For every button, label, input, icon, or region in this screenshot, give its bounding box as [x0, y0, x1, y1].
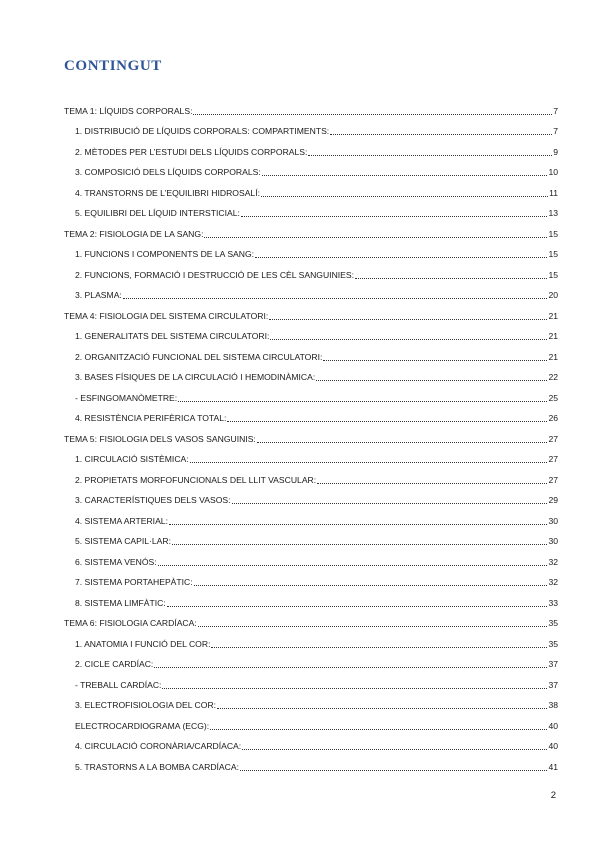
- toc-section-entry[interactable]: [64, 711, 558, 732]
- dot-leader: [194, 585, 548, 586]
- toc-entry-label: 2. MÈTODES PER L’ESTUDI DELS LÍQUIDS CORPORALS:: [75, 146, 308, 157]
- toc-section-entry[interactable]: [64, 486, 558, 507]
- dot-leader: [242, 749, 547, 750]
- toc-entry-label: 2. PROPIETATS MORFOFUNCIONALS DEL LLIT VASCULAR:: [75, 474, 317, 485]
- toc-section-entry[interactable]: [64, 404, 558, 425]
- toc-entry-label: 5. EQUILIBRI DEL LÍQUID INTERSTICIAL:: [75, 208, 240, 218]
- toc-entry-page: 7: [553, 105, 558, 116]
- toc-entry-page: 27: [548, 474, 558, 485]
- toc-entry-page: 25: [548, 392, 558, 403]
- toc-entry-page: 35: [548, 638, 558, 649]
- toc-entry-label: 4. RESISTÈNCIA PERIFÈRICA TOTAL:: [75, 413, 227, 423]
- toc-entry-label: 5. TRASTORNS A LA BOMBA CARDÍACA:: [75, 761, 239, 772]
- toc-section-entry[interactable]: [64, 342, 558, 363]
- toc-entry-page: 37: [548, 659, 558, 669]
- toc-section-entry[interactable]: [64, 732, 558, 753]
- dot-leader: [308, 155, 552, 156]
- toc-section-entry[interactable]: [64, 691, 558, 712]
- dot-leader: [240, 770, 547, 771]
- toc-entry-page: 33: [548, 597, 558, 608]
- toc-entry-page: 26: [548, 413, 558, 423]
- dot-leader: [123, 298, 548, 299]
- toc-title: CONTINGUT: [64, 58, 162, 74]
- toc-entry-label: 2. CICLE CARDÍAC:: [75, 659, 154, 669]
- toc-entry-page: 21: [548, 310, 558, 321]
- toc-entry-page: 38: [548, 700, 558, 710]
- dot-leader: [158, 565, 548, 566]
- toc-entry-label: TEMA 1: LÍQUIDS CORPORALS:: [64, 105, 193, 116]
- dot-leader: [217, 708, 547, 709]
- dot-leader: [210, 729, 547, 730]
- toc-entry-page: 15: [548, 269, 558, 280]
- dot-leader: [198, 626, 548, 627]
- dot-leader: [167, 606, 548, 607]
- dot-leader: [162, 688, 547, 689]
- dot-leader: [154, 667, 547, 668]
- toc-entry-page: 27: [548, 433, 558, 444]
- dot-leader: [330, 134, 552, 135]
- dot-leader: [178, 401, 547, 402]
- toc-entry-label: TEMA 4: FISIOLOGIA DEL SISTEMA CIRCULATORI:: [64, 310, 269, 321]
- page-number: 2: [550, 790, 556, 801]
- toc-section-entry[interactable]: [64, 650, 558, 671]
- toc-entry-page: 21: [548, 351, 558, 362]
- toc-section-entry[interactable]: [64, 752, 558, 773]
- toc-section-entry[interactable]: [64, 547, 558, 568]
- toc-entry-page: 22: [548, 372, 558, 382]
- toc-section-entry[interactable]: [64, 260, 558, 281]
- toc-section-entry[interactable]: [64, 629, 558, 650]
- toc-entry-page: 20: [548, 290, 558, 300]
- toc-entry-page: 9: [553, 146, 558, 157]
- toc-entry-page: 30: [548, 536, 558, 546]
- toc-entry-page: 15: [548, 249, 558, 259]
- toc-entry-label: - ESFINGOMANÒMETRE:: [75, 392, 178, 403]
- toc-entry-label: 1. CIRCULACIÓ SISTÈMICA:: [75, 454, 189, 464]
- toc-entry-label: 4. TRANSTORNS DE L’EQUILIBRI HIDROSALÍ:: [75, 187, 260, 198]
- toc-entry-label: TEMA 5: FISIOLOGIA DELS VASOS SANGUINIS:: [64, 433, 256, 444]
- toc-chapter-entry[interactable]: [64, 301, 558, 322]
- toc-section-entry[interactable]: [64, 199, 558, 220]
- dot-leader: [255, 257, 547, 258]
- toc-section-entry[interactable]: [64, 445, 558, 466]
- toc-entry-page: 32: [548, 577, 558, 587]
- toc-entry-label: 1. FUNCIONS I COMPONENTS DE LA SANG:: [75, 249, 255, 259]
- dot-leader: [323, 360, 547, 361]
- toc-section-entry[interactable]: [64, 588, 558, 609]
- toc-entry-page: 7: [553, 126, 558, 136]
- toc-chapter-entry[interactable]: [64, 609, 558, 630]
- dot-leader: [211, 647, 547, 648]
- toc-section-entry[interactable]: [64, 527, 558, 548]
- toc-entry-page: 13: [548, 208, 558, 218]
- toc-section-entry[interactable]: [64, 117, 558, 138]
- toc-section-entry[interactable]: [64, 383, 558, 404]
- toc-chapter-entry[interactable]: [64, 96, 558, 117]
- toc-entry-label: TEMA 6: FISIOLOGIA CARDÍACA:: [64, 618, 197, 628]
- toc-section-entry[interactable]: [64, 240, 558, 261]
- toc-entry-label: 3. ELECTROFISIOLOGIA DEL COR:: [75, 700, 217, 710]
- toc-section-entry[interactable]: [64, 670, 558, 691]
- toc-section-entry[interactable]: [64, 322, 558, 343]
- toc-entry-label: 2. FUNCIONS, FORMACIÓ I DESTRUCCIÓ DE LES CÈL SANGUINIES:: [75, 269, 355, 280]
- toc-entry-label: 4. CIRCULACIÓ CORONÀRIA/CARDÍACA:: [75, 741, 242, 751]
- toc-entry-page: 40: [548, 720, 558, 731]
- toc-entry-label: 6. SISTEMA VENÓS:: [75, 556, 157, 567]
- toc-entry-label: TEMA 2: FISIOLOGIA DE LA SANG:: [64, 228, 204, 239]
- dot-leader: [262, 175, 548, 176]
- toc-section-entry[interactable]: [64, 465, 558, 486]
- dot-leader: [232, 503, 548, 504]
- dot-leader: [172, 544, 547, 545]
- toc-entry-page: 35: [548, 618, 558, 628]
- toc-entry-page: 27: [548, 454, 558, 464]
- dot-leader: [257, 442, 548, 443]
- toc-entry-label: 3. CARACTERÍSTIQUES DELS VASOS:: [75, 495, 231, 505]
- toc-entry-page: 29: [548, 495, 558, 505]
- toc-entry-label: 1. GENERALITATS DEL SISTEMA CIRCULATORI:: [75, 331, 270, 341]
- toc-entry-label: 2. ORGANITZACIÓ FUNCIONAL DEL SISTEMA CIRCULATORI:: [75, 351, 323, 362]
- toc-entry-label: ELECTROCARDIOGRAMA (ECG):: [75, 720, 210, 731]
- dot-leader: [261, 196, 548, 197]
- toc-entry-label: - TREBALL CARDÍAC:: [75, 679, 162, 690]
- toc-entry-page: 40: [548, 741, 558, 751]
- toc-section-entry[interactable]: [64, 363, 558, 384]
- toc-entry-page: 11: [549, 187, 558, 198]
- toc-entry-label: 3. PLASMA:: [75, 290, 122, 300]
- toc-chapter-entry[interactable]: [64, 219, 558, 240]
- toc-entry-label: 4. SISTEMA ARTERIAL:: [75, 515, 168, 526]
- dot-leader: [355, 278, 547, 279]
- toc-entry-page: 37: [548, 679, 558, 690]
- toc-section-entry[interactable]: [64, 178, 558, 199]
- dot-leader: [204, 237, 547, 238]
- dot-leader: [317, 483, 547, 484]
- toc-chapter-entry[interactable]: [64, 424, 558, 445]
- dot-leader: [270, 339, 547, 340]
- dot-leader: [316, 380, 547, 381]
- toc-entry-page: 10: [548, 167, 558, 177]
- toc-entry-page: 30: [548, 515, 558, 526]
- toc-section-entry[interactable]: [64, 158, 558, 179]
- dot-leader: [269, 319, 547, 320]
- toc-entry-page: 41: [548, 761, 558, 772]
- dot-leader: [169, 524, 547, 525]
- toc-section-entry[interactable]: [64, 137, 558, 158]
- toc-section-entry[interactable]: [64, 568, 558, 589]
- toc-entry-label: 1. ANATOMIA I FUNCIÓ DEL COR:: [75, 638, 211, 649]
- toc-entry-label: 1. DISTRIBUCIÓ DE LÍQUIDS CORPORALS: COMPARTIMENTS:: [75, 126, 330, 136]
- dot-leader: [227, 421, 547, 422]
- toc-section-entry[interactable]: [64, 281, 558, 302]
- toc-entry-label: 3. COMPOSICIÓ DELS LÍQUIDS CORPORALS:: [75, 167, 261, 177]
- toc-section-entry[interactable]: [64, 506, 558, 527]
- toc-entry-page: 15: [548, 228, 558, 239]
- dot-leader: [190, 462, 548, 463]
- dot-leader: [193, 114, 552, 115]
- toc-entry-page: 21: [548, 331, 558, 341]
- toc-entry-page: 32: [548, 556, 558, 567]
- table-of-contents: [64, 96, 558, 773]
- toc-entry-label: 8. SISTEMA LIMFÀTIC:: [75, 597, 166, 608]
- toc-entry-label: 7. SISTEMA PORTAHEPÀTIC:: [75, 577, 193, 587]
- toc-entry-label: 5. SISTEMA CAPIL·LAR:: [75, 536, 171, 546]
- toc-entry-label: 3. BASES FÍSIQUES DE LA CIRCULACIÓ I HEMODINÀMICA:: [75, 372, 316, 382]
- dot-leader: [241, 216, 548, 217]
